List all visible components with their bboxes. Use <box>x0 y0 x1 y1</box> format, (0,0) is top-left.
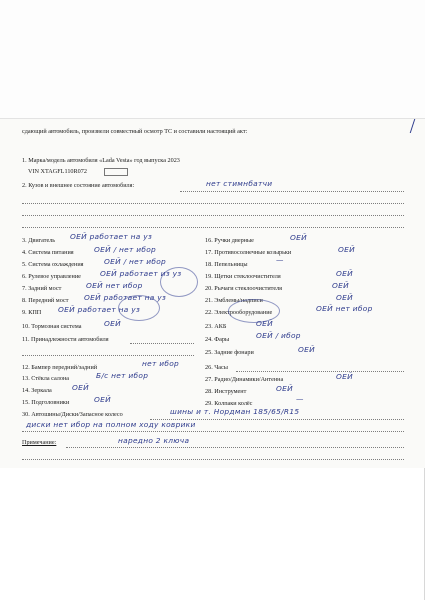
item-4-label: 4. Система питания <box>22 249 74 256</box>
item-29-label: 29. Колпаки колёс <box>205 400 253 407</box>
handwritten-check-mark <box>410 119 422 133</box>
note-line-2 <box>22 459 404 460</box>
item-14-label: 14. Зеркала <box>22 387 52 394</box>
handwriting-scribble <box>228 299 280 323</box>
item-16-label: 16. Ручки дверные <box>205 237 254 244</box>
item-11-line <box>130 343 194 344</box>
item-26-line <box>236 371 404 372</box>
item-4-handwriting: ОЕЙ / нет ибор <box>94 245 157 254</box>
item-15-label: 15. Подголовники <box>22 399 70 406</box>
item-26-label: 26. Часы <box>205 364 228 371</box>
item-16-handwriting: ОЕЙ <box>290 233 307 242</box>
item-8-label: 8. Передний мост <box>22 297 69 304</box>
item-14-handwriting: ОЕЙ <box>72 383 89 392</box>
item-28-handwriting: ОЕЙ <box>276 384 293 393</box>
item-5-label: 5. Система охлаждения <box>22 261 84 268</box>
item-24-label: 24. Фары <box>205 336 230 343</box>
item-12-label: 12. Бампер передний/задний <box>22 364 98 371</box>
item-18-label: 18. Пепельницы <box>205 261 248 268</box>
item-9-handwriting: ОЕЙ работает на уз <box>58 305 141 314</box>
body-line-1 <box>180 191 404 192</box>
item-20-handwriting: ОЕЙ <box>332 281 349 290</box>
model-label: 1. Марка/модель автомобиля «Lada Vesta» год выпуска 2023 <box>22 157 180 164</box>
item-6-handwriting: ОЕЙ работает из уз <box>100 269 182 278</box>
body-line-4 <box>22 227 404 228</box>
blank-top-area <box>0 0 425 118</box>
item-3-label: 3. Двигатель <box>22 237 56 244</box>
item-27-handwriting: ОЕЙ <box>336 372 353 381</box>
item-17-handwriting: ОЕЙ <box>338 245 355 254</box>
note-label: Примечание: <box>22 439 57 446</box>
item-13-handwriting: Б/с нет ибор <box>96 371 149 380</box>
item-30-handwriting: шины и т. Нордман 185/65/R15 <box>170 407 300 416</box>
item-10-handwriting: ОЕЙ <box>104 319 121 328</box>
vin-label: VIN XTAGFL110R072 <box>28 168 87 175</box>
item-21-handwriting: ОЕЙ <box>336 293 353 302</box>
handwriting-scribble <box>118 295 160 321</box>
item-7-label: 7. Задний мост <box>22 285 62 292</box>
vin-hidden-box <box>104 168 128 176</box>
body-line-3 <box>22 215 404 216</box>
item-5-handwriting: ОЕЙ / нет ибор <box>104 257 167 266</box>
blank-bottom-area <box>0 468 425 600</box>
inspection-act-document <box>0 118 425 470</box>
note-handwriting: наредно 2 ключа <box>118 436 190 445</box>
intro-text: сдающий автомобиль, произвели совместный осмотр ТС и составили настоящий акт: <box>22 128 248 135</box>
item-30-label: 30. Автошины/Диски/Запасное колесо <box>22 411 123 418</box>
accessories-line <box>22 355 194 356</box>
item-19-label: 19. Щетки стеклоочистителя <box>205 273 281 280</box>
item-6-label: 6. Рулевое управление <box>22 273 81 280</box>
item-3-handwriting: ОЕЙ работает на уз <box>70 232 153 241</box>
item-28-label: 28. Инструмент <box>205 388 247 395</box>
item-7-handwriting: ОЕЙ нет ибор <box>86 281 143 290</box>
item-13-label: 13. Стёкла салона <box>22 375 70 382</box>
item-12-handwriting: нет ибор <box>142 359 180 368</box>
note-line-1 <box>66 447 404 448</box>
item-29-handwriting: — <box>296 395 304 404</box>
item-22-label: 22. Электрооборудование <box>205 309 273 316</box>
item-21-label: 21. Эмблемы/надписи <box>205 297 263 304</box>
item-8-handwriting: ОЕЙ работает на уз <box>84 293 167 302</box>
item-17-label: 17. Противосолнечные козырьки <box>205 249 292 256</box>
tires-line-2 <box>22 431 404 432</box>
body-handwriting: нет стимнбатчи <box>206 179 273 188</box>
body-line-2 <box>22 203 404 204</box>
item-15-handwriting: ОЕЙ <box>94 395 111 404</box>
item-24-handwriting: ОЕЙ / ибор <box>256 331 301 340</box>
handwriting-scribble <box>160 267 198 297</box>
item-23-handwriting: ОЕЙ <box>256 319 273 328</box>
item-30-handwriting-2: диски нет ибор на полном ходу коврики <box>26 420 196 429</box>
item-18-handwriting: — <box>276 256 284 265</box>
item-22-handwriting: ОЕЙ нет ибор <box>316 304 373 313</box>
item-10-label: 10. Тормозная система <box>22 323 82 330</box>
item-25-label: 25. Задние фонари <box>205 349 254 356</box>
item-27-label: 27. Радио/Динамики/Антенна <box>205 376 284 383</box>
item-11-label: 11. Принадлежности автомобиля <box>22 336 109 343</box>
item-25-handwriting: ОЕЙ <box>298 345 315 354</box>
item-23-label: 23. АКБ <box>205 323 227 330</box>
item-19-handwriting: ОЕЙ <box>336 269 353 278</box>
item-20-label: 20. Рычаги стеклоочистителя <box>205 285 283 292</box>
body-label: 2. Кузов и внешнее состояние автомобиля: <box>22 182 135 189</box>
item-9-label: 9. КПП <box>22 309 42 316</box>
